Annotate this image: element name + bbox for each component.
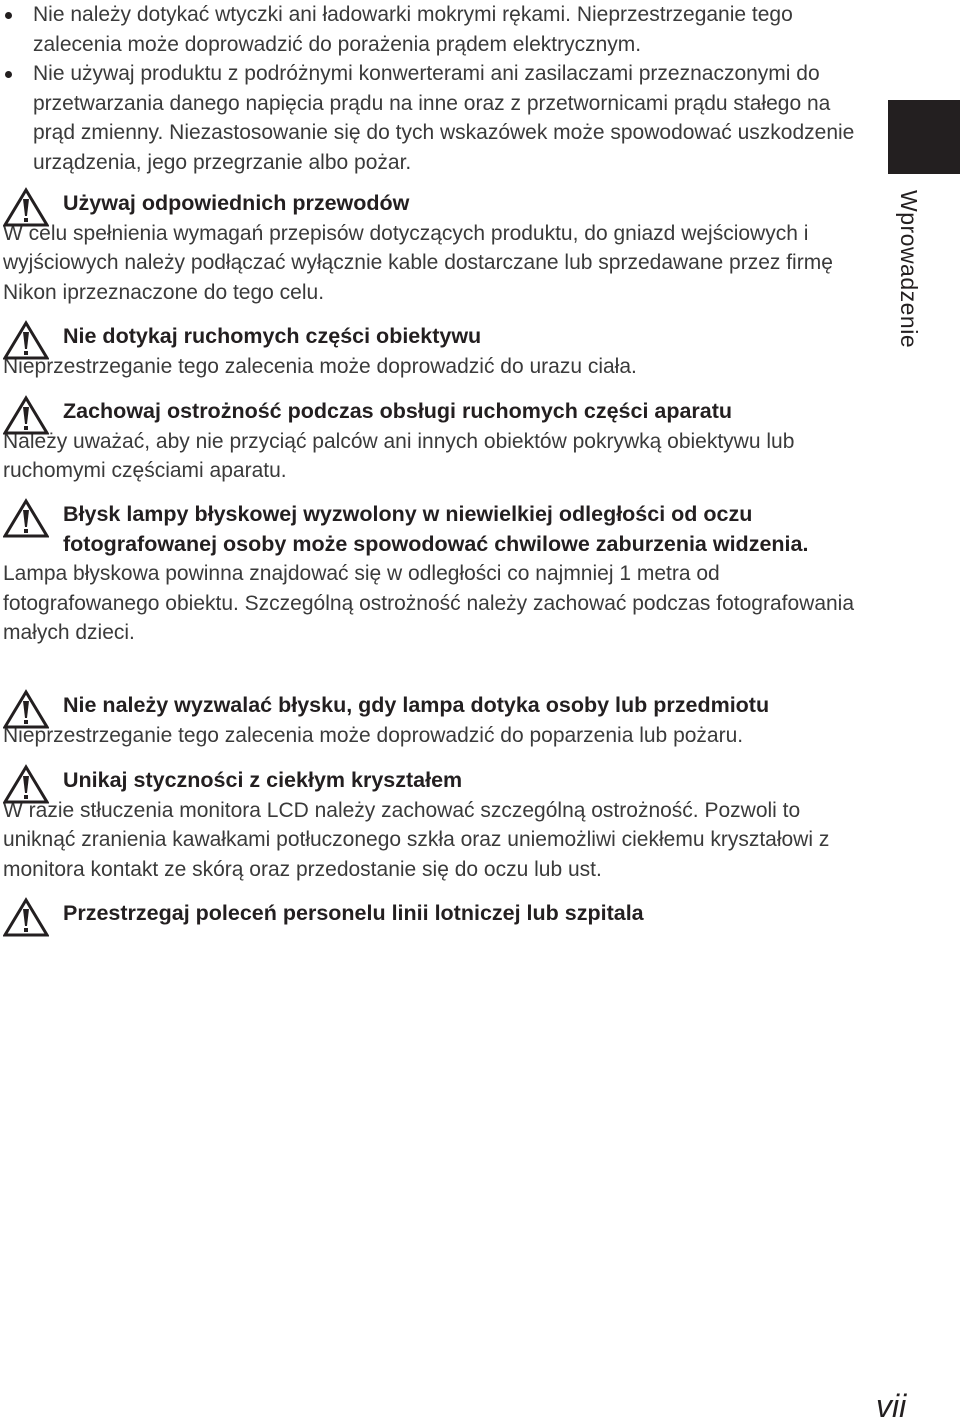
warning-triangle-icon [3,764,49,804]
warning-triangle-icon [3,187,49,227]
bullet-dot-icon [5,71,12,78]
warning-heading: Unikaj styczności z ciekłym kryształem [63,768,463,792]
warning-section [3,320,863,381]
warning-heading-row [3,498,863,559]
warning-heading: Błysk lampy błyskowej wyzwolony w niewielkiej odległości od oczu fotografowanej osoby może spowodować chwilowe zaburzenia widzenia. [63,502,809,556]
warning-heading: Używaj odpowiednich przewodów [63,191,410,215]
warning-heading-row [3,187,863,219]
warning-triangle-icon [3,395,49,435]
warning-body: Nieprzestrzeganie tego zalecenia może doprowadzić do poparzenia lub pożaru. [3,723,744,747]
warning-body: W razie stłuczenia monitora LCD należy zachować szczególną ostrożność. Pozwoli to uniknąć zranienia kawałkami potłuczonego szkła oraz uniemożliwi ciekłemu kryształowi z monitora kontakt ze skórą oraz przedostanie się do oczu lub ust. [3,798,830,881]
warning-triangle-icon [3,320,49,360]
warning-heading-row [3,764,863,796]
warning-section [3,897,863,929]
warning-body: Lampa błyskowa powinna znajdować się w odległości co najmniej 1 metra od fotografowanego obiektu. Szczególną ostrożność należy zachować podczas fotografowania małych dzieci. [3,562,855,644]
warning-section [3,498,863,648]
section-tab-label: Wprowadzenie [896,190,922,349]
warning-heading-row [3,897,863,929]
warning-triangle-icon [3,897,49,937]
warning-body: Należy uważać, aby nie przyciąć palców ani innych obiektów pokrywką obiektywu lub ruchomymi częściami aparatu. [3,429,795,482]
bullet-item [3,0,863,59]
warning-triangle-icon [3,689,49,729]
warning-body: W celu spełnienia wymagań przepisów dotyczących produktu, do gniazd wejściowych i wyjściowych należy podłączać wyłącznie kable dostarczane lub sprzedawane przez firmę Nikon iprzeznaczone do tego celu. [3,221,833,304]
warning-section [3,764,863,884]
warning-body: Nieprzestrzeganie tego zalecenia może doprowadzić do urazu ciała. [3,354,637,378]
warning-heading-row [3,395,863,427]
warning-heading: Nie należy wyzwalać błysku, gdy lampa dotyka osoby lub przedmiotu [63,693,770,717]
warning-heading-row [3,320,863,352]
bullet-text: Nie używaj produktu z podróżnymi konwerterami ani zasilaczami przeznaczonymi do przetwarzania danego napięcia prądu na inne oraz z przetwornicami prądu stałego na prąd zmienny. Niezastosowanie się do tych wskazówek może spowodować uszkodzenie urządzenia, jego przegrzanie albo pożar. [33,62,855,174]
warning-heading-row [3,689,863,721]
page-content [3,0,863,177]
warning-triangle-icon [3,498,49,538]
warning-section [3,689,863,750]
bullet-list [3,0,863,177]
warning-section [3,187,863,307]
bullet-item [3,59,863,177]
section-tab-marker [888,100,960,174]
warning-heading: Nie dotykaj ruchomych części obiektywu [63,324,482,348]
warning-heading: Przestrzegaj poleceń personelu linii lotniczej lub szpitala [63,901,644,925]
warning-heading: Zachowaj ostrożność podczas obsługi ruchomych części aparatu [63,399,733,423]
bullet-text: Nie należy dotykać wtyczki ani ładowarki mokrymi rękami. Nieprzestrzeganie tego zalecenia może doprowadzić do porażenia prądem elektrycznym. [33,3,793,56]
bullet-dot-icon [5,12,12,19]
warning-section [3,395,863,486]
page-number: vii [876,1388,907,1424]
